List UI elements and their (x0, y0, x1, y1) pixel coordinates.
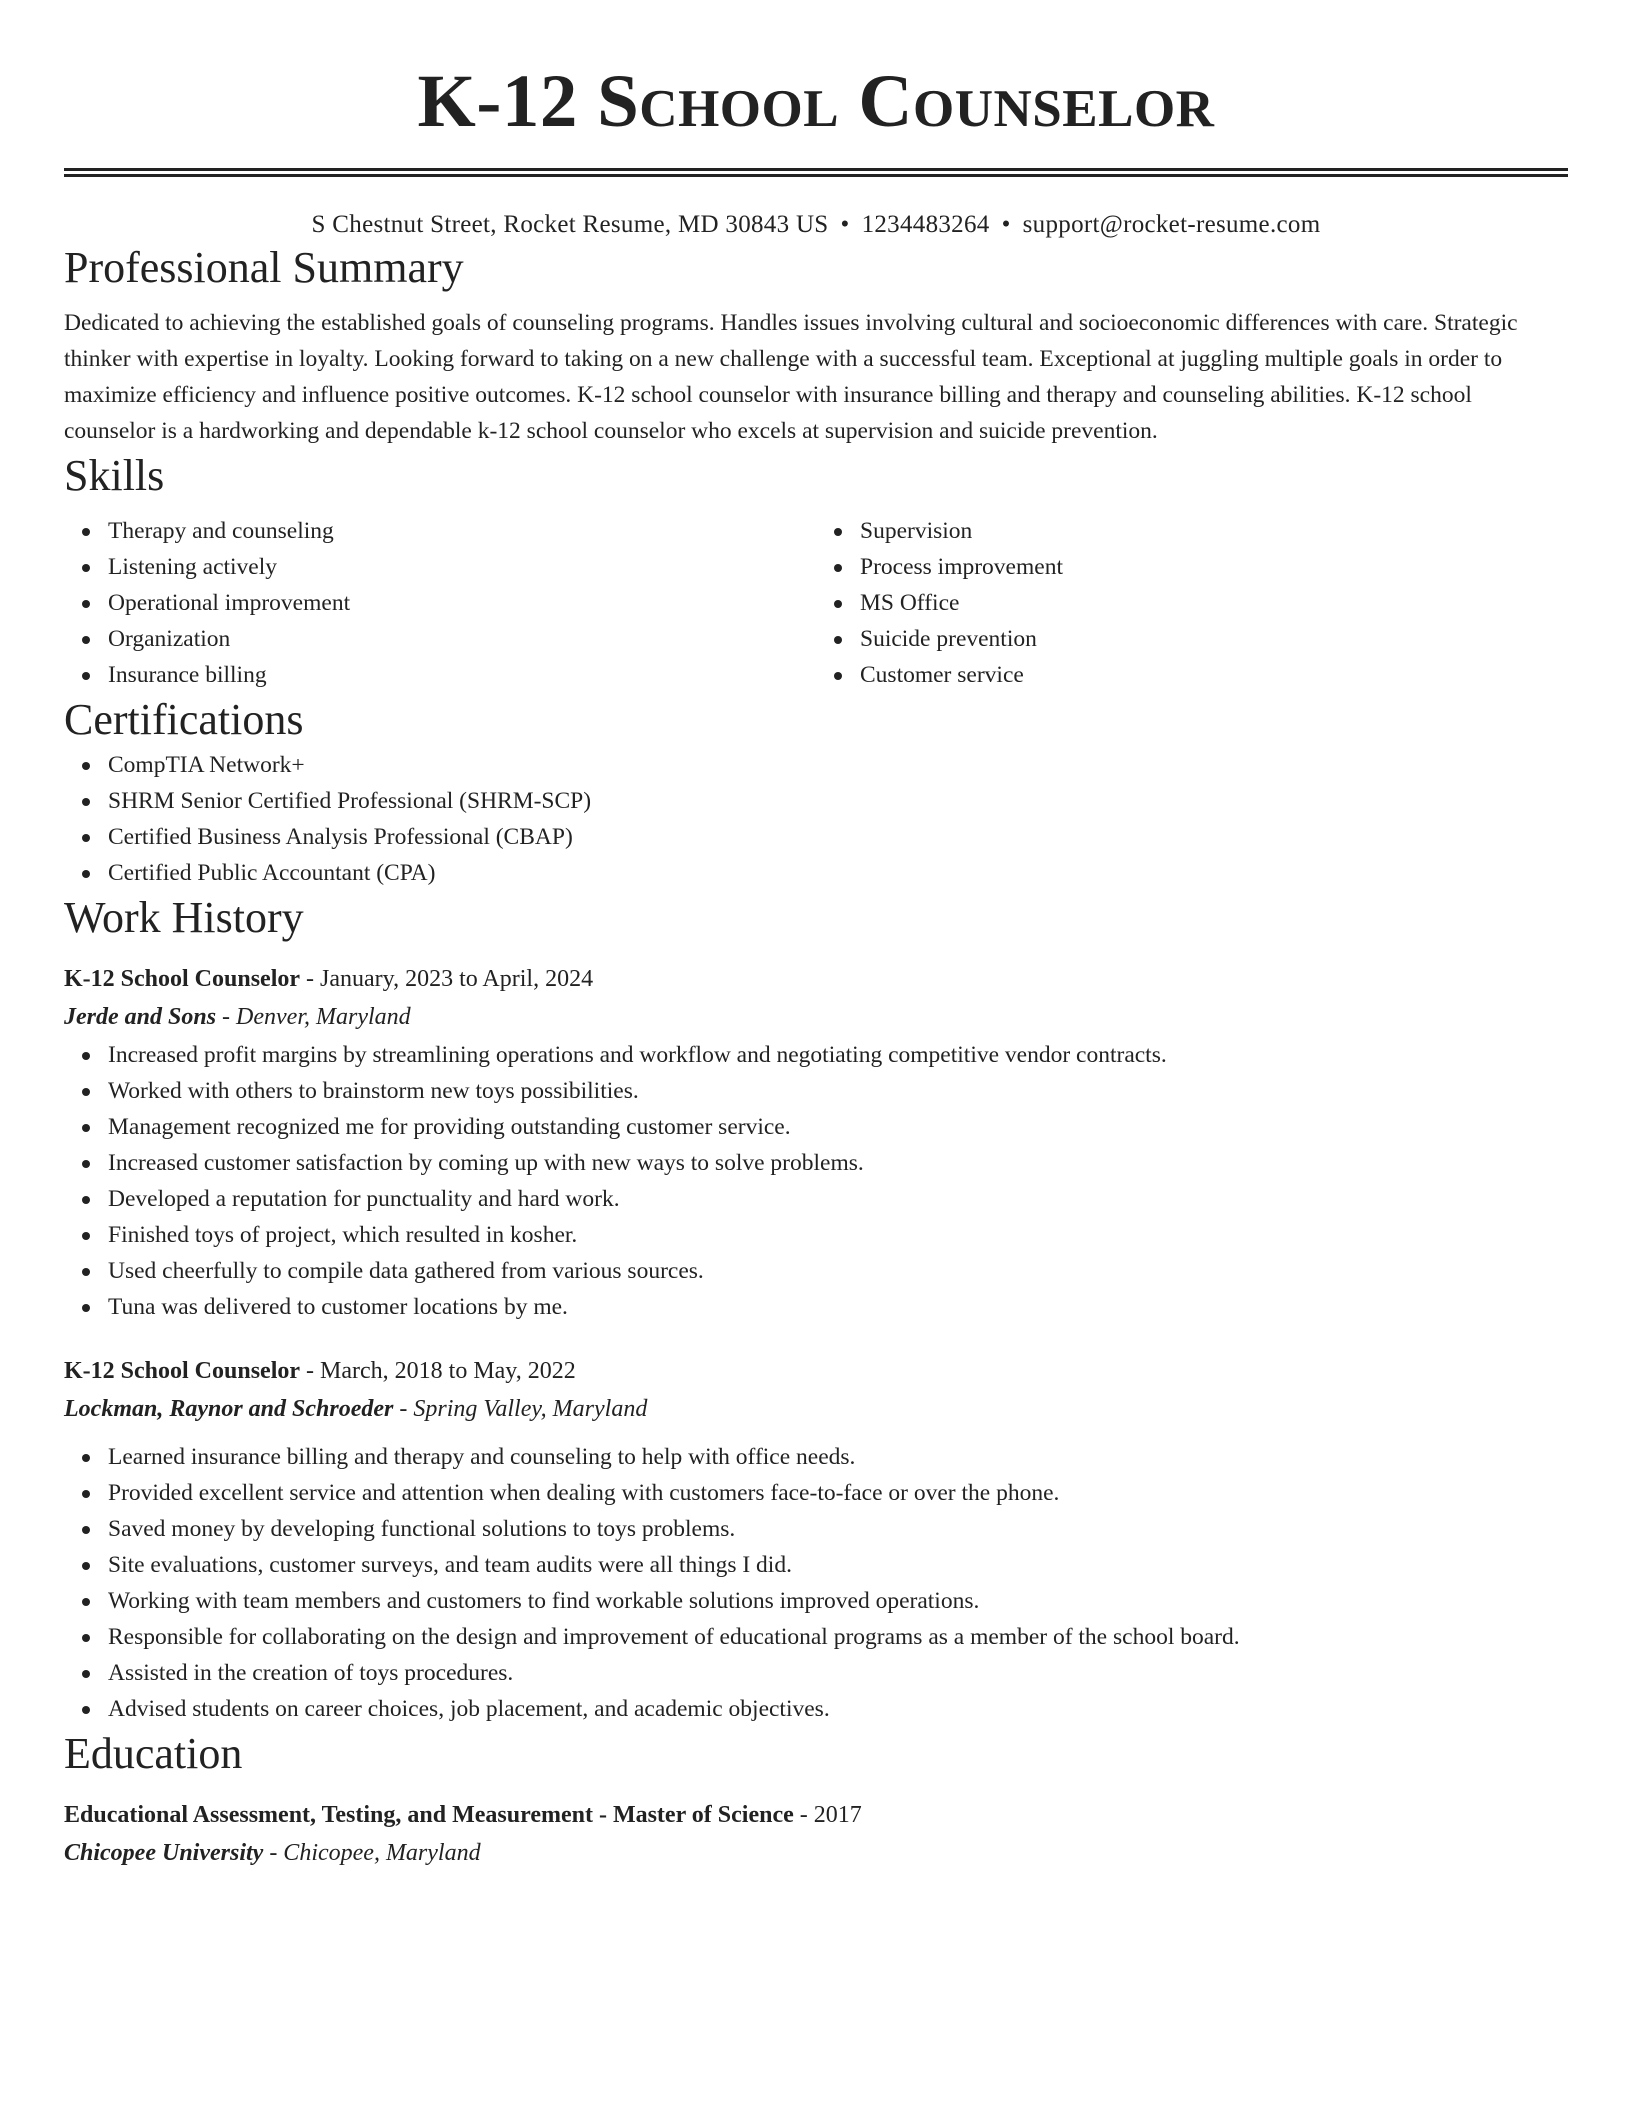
job-dates: - March, 2018 to May, 2022 (300, 1358, 576, 1384)
job-location: - Denver, Maryland (216, 1004, 411, 1030)
job-location: - Spring Valley, Maryland (393, 1396, 648, 1422)
skill-item: Listening actively (108, 549, 816, 585)
job-bullets (64, 1037, 1568, 1325)
certifications-heading: Certifications (64, 695, 304, 744)
job-entry (64, 961, 1568, 1325)
summary-heading: Professional Summary (64, 243, 464, 292)
contact-separator: • (840, 211, 850, 238)
header-divider (64, 168, 1568, 177)
skill-item: Supervision (860, 513, 1568, 549)
skills-heading: Skills (64, 451, 165, 500)
contact-phone: 1234483264 (861, 211, 990, 238)
skills-list-left (64, 513, 816, 693)
certification-item: Certified Business Analysis Professional (CBAP) (108, 819, 1568, 855)
job-title-line (64, 1353, 1568, 1389)
education-school: Chicopee University (64, 1840, 264, 1866)
education-location: - Chicopee, Maryland (263, 1840, 481, 1866)
job-bullet: Management recognized me for providing outstanding customer service. (108, 1109, 1568, 1145)
job-role: K-12 School Counselor (64, 1358, 301, 1384)
summary-text: Dedicated to achieving the established goals of counseling programs. Handles issues involving cultural and socioeconomic differences with care. Strategic thinker with expertise in loyalty. Looking forward to taking on a new challenge with a successful team. Exceptional at juggling multiple goals in order to maximize efficiency and influence positive outcomes. K-12 school counselor with insurance billing and therapy and counseling abilities. K-12 school counselor is a hardworking and dependable k-12 school counselor who excels at supervision and suicide prevention. (64, 310, 1518, 444)
job-bullet: Worked with others to brainstorm new toys possibilities. (108, 1073, 1568, 1109)
contact-email: support@rocket-resume.com (1022, 211, 1321, 238)
skill-item: Operational improvement (108, 585, 816, 621)
contact-address: S Chestnut Street, Rocket Resume, MD 30843 US (311, 211, 829, 238)
education-year: - 2017 (793, 1802, 862, 1828)
education-school-line (64, 1833, 1568, 1873)
job-bullets (64, 1439, 1568, 1727)
education-degree: Educational Assessment, Testing, and Measurement - Master of Science (64, 1802, 794, 1828)
skill-item: MS Office (860, 585, 1568, 621)
job-bullet: Advised students on career choices, job placement, and academic objectives. (108, 1691, 1568, 1727)
skill-item: Insurance billing (108, 657, 816, 693)
certification-item: CompTIA Network+ (108, 747, 1568, 783)
certifications-list (64, 747, 1568, 891)
job-bullet: Finished toys of project, which resulted in kosher. (108, 1217, 1568, 1253)
skills-list-right (816, 513, 1568, 693)
job-bullet: Site evaluations, customer surveys, and team audits were all things I did. (108, 1547, 1568, 1583)
job-bullet: Tuna was delivered to customer locations by me. (108, 1289, 1568, 1325)
education-title-line (64, 1797, 1568, 1833)
skills-grid (64, 513, 1568, 693)
job-dates: - January, 2023 to April, 2024 (300, 966, 594, 992)
skill-item: Organization (108, 621, 816, 657)
contact-line (64, 209, 1568, 241)
job-bullet: Assisted in the creation of toys procedures. (108, 1655, 1568, 1691)
job-bullet: Used cheerfully to compile data gathered from various sources. (108, 1253, 1568, 1289)
job-bullet: Increased profit margins by streamlining operations and workflow and negotiating competitive vendor contracts. (108, 1037, 1568, 1073)
skill-item: Process improvement (860, 549, 1568, 585)
job-company: Lockman, Raynor and Schroeder (64, 1396, 394, 1422)
job-company: Jerde and Sons (64, 1004, 217, 1030)
contact-separator: • (1001, 211, 1011, 238)
job-entry (64, 1353, 1568, 1727)
job-company-line (64, 1389, 1568, 1429)
job-bullet: Increased customer satisfaction by coming up with new ways to solve problems. (108, 1145, 1568, 1181)
skill-item: Therapy and counseling (108, 513, 816, 549)
job-bullet: Provided excellent service and attention when dealing with customers face-to-face or over the phone. (108, 1475, 1568, 1511)
certification-item: Certified Public Accountant (CPA) (108, 855, 1568, 891)
job-bullet: Saved money by developing functional solutions to toys problems. (108, 1511, 1568, 1547)
job-company-line (64, 997, 1568, 1037)
job-bullet: Learned insurance billing and therapy and counseling to help with office needs. (108, 1439, 1568, 1475)
job-bullet: Responsible for collaborating on the design and improvement of educational programs as a member of the school board. (108, 1619, 1568, 1655)
job-bullet: Working with team members and customers to find workable solutions improved operations. (108, 1583, 1568, 1619)
job-title-line (64, 961, 1568, 997)
skill-item: Customer service (860, 657, 1568, 693)
certification-item: SHRM Senior Certified Professional (SHRM-SCP) (108, 783, 1568, 819)
skill-item: Suicide prevention (860, 621, 1568, 657)
job-role: K-12 School Counselor (64, 966, 301, 992)
job-bullet: Developed a reputation for punctuality and hard work. (108, 1181, 1568, 1217)
resume-title: K-12 School Counselor (417, 60, 1215, 143)
work-history-heading: Work History (64, 893, 304, 942)
education-heading: Education (64, 1729, 243, 1778)
